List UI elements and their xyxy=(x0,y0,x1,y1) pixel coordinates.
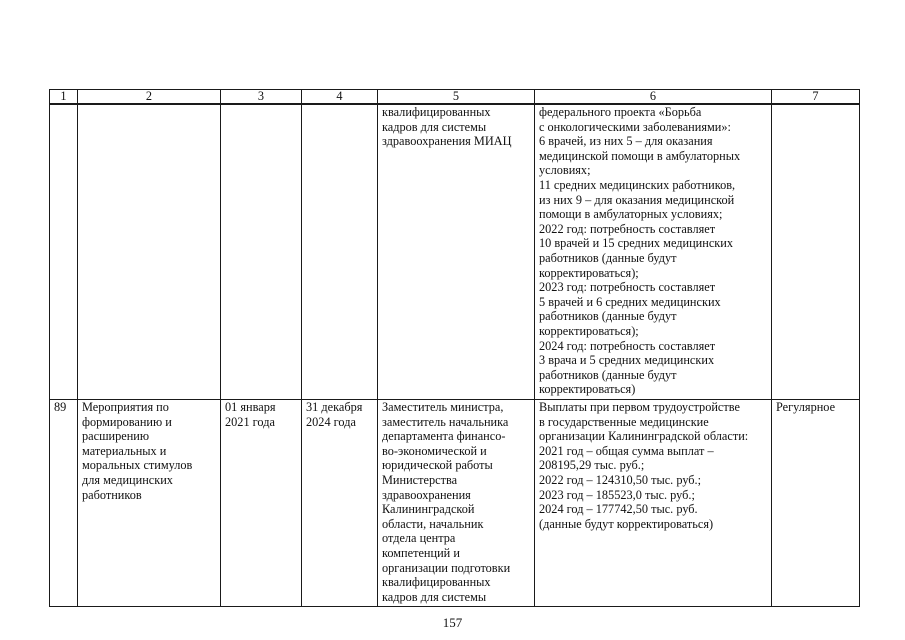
cell-number: 89 xyxy=(50,400,78,607)
page-number: 157 xyxy=(442,615,463,630)
cell-type: Регулярное xyxy=(772,400,860,607)
cell-end-date: 31 декабря 2024 года xyxy=(302,400,378,607)
cell-start-date: 01 января 2021 года xyxy=(221,400,302,607)
cell-start-date xyxy=(221,104,302,400)
column-header: 5 xyxy=(378,90,535,105)
column-header: 2 xyxy=(78,90,221,105)
column-header: 6 xyxy=(535,90,772,105)
cell-number xyxy=(50,104,78,400)
table-row xyxy=(50,104,860,400)
cell-responsible: квалифицированных кадров для системы здравоохранения МИАЦ xyxy=(378,104,535,400)
column-header: 3 xyxy=(221,90,302,105)
cell-responsible xyxy=(378,400,535,607)
document-table xyxy=(49,89,860,607)
table-header-row xyxy=(50,90,860,105)
cell-name: Мероприятия по формированию и расширению материальных и моральных стимулов для медицинских работников xyxy=(78,400,221,607)
column-header: 4 xyxy=(302,90,378,105)
cell-description: федерального проекта «Борьба с онкологическими заболеваниями»: 6 врачей, из них 5 – для оказания медицинской помощи в амбулаторных условиях; 11 средних медицинских работников, из них 9 – для оказания медицинской помощи в амбулаторных условиях; 2022 год: потребность составляет 10 врачей и 15 средних медицинских работников (данные будут корректироваться); 2023 год: потребность составляет 5 врачей и 6 средних медицинских работников (данные будут корректироваться); 2024 год: потребность составляет 3 врача и 5 средних медицинских работников (данные будут корректироваться) xyxy=(535,104,772,400)
cell-clip: Заместитель министра, заместитель начальника департамента финансо- во-экономической и юридической работы Министерства здравоохранения Калининградской области, начальник отдела центра компетенций и организации подготовки квалифицированных кадров для системы xyxy=(382,400,511,604)
column-header: 1 xyxy=(50,90,78,105)
table-row xyxy=(50,400,860,607)
column-header: 7 xyxy=(772,90,860,105)
cell-description: Выплаты при первом трудоустройстве в государственные медицинские организации Калининградской области: 2021 год – общая сумма выплат – 208195,29 тыс. руб.; 2022 год – 124310,50 тыс. руб.; 2023 год – 185523,0 тыс. руб.; 2024 год – 177742,50 тыс. руб. (данные будут корректироваться) xyxy=(535,400,772,607)
cell-type xyxy=(772,104,860,400)
cell-end-date xyxy=(302,104,378,400)
cell-name xyxy=(78,104,221,400)
